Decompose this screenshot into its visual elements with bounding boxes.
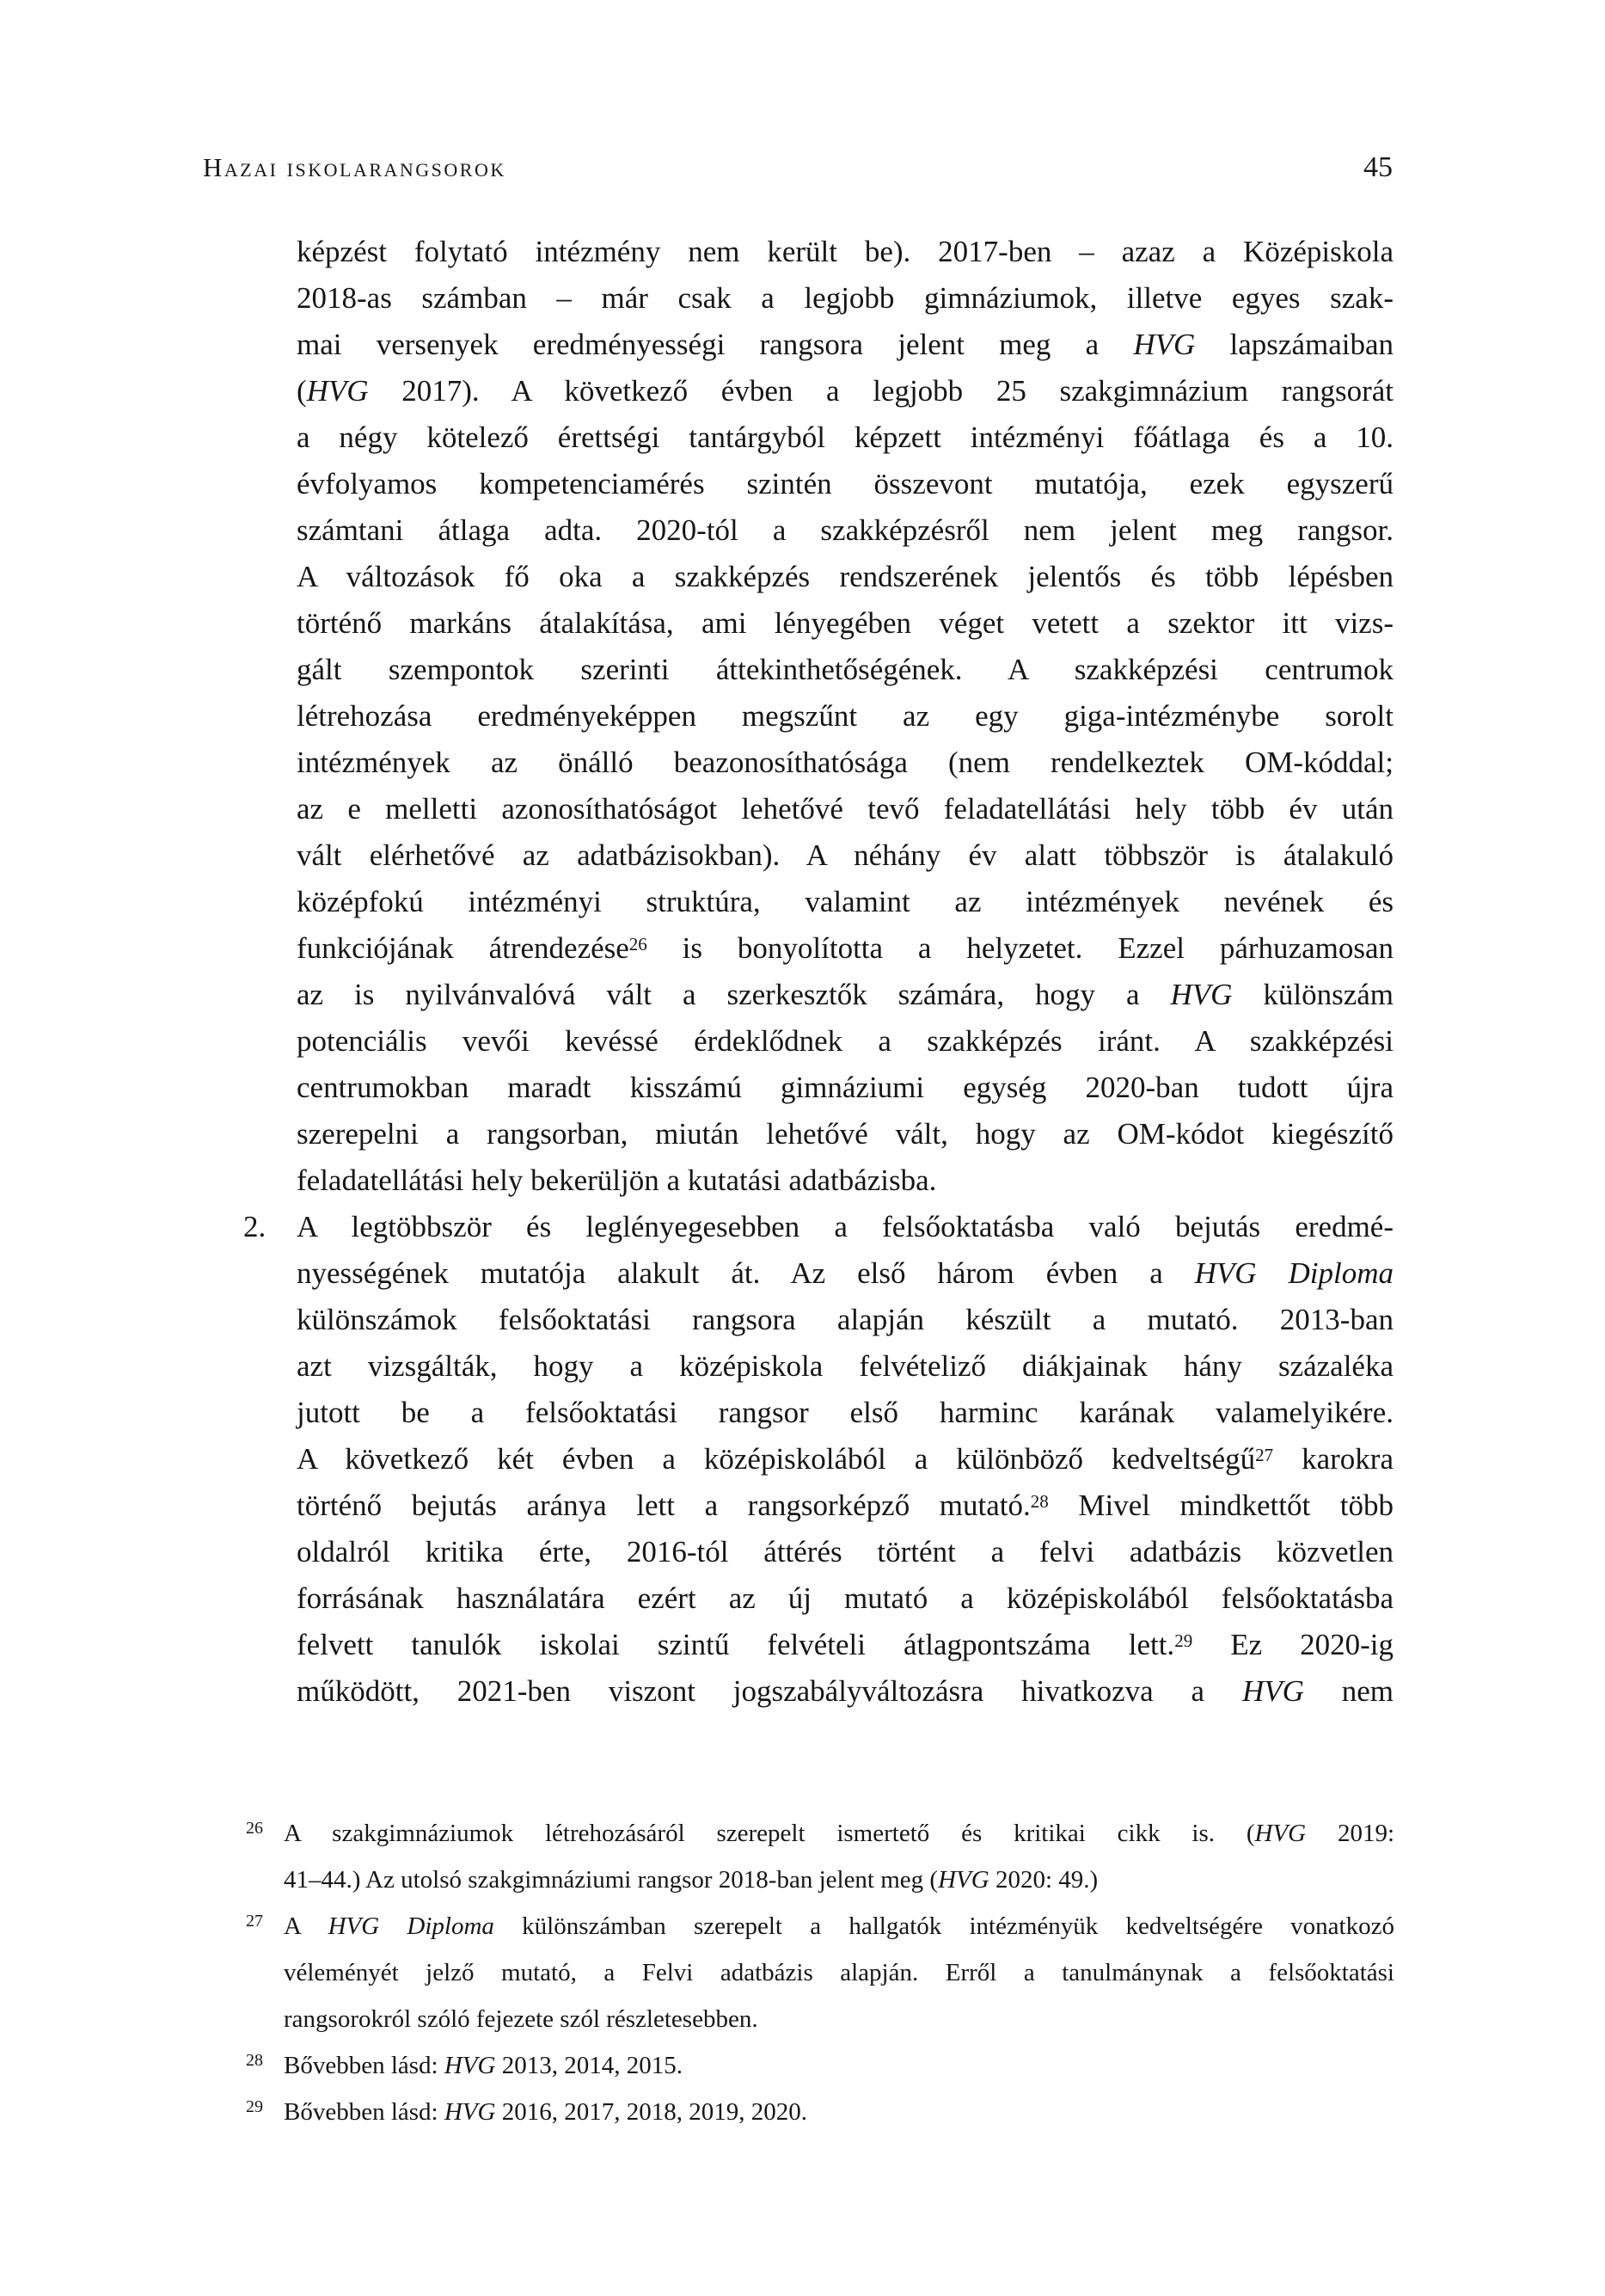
text-segment: az e melletti azonosíthatóságot lehetővé tevő feladatellátási hely több év után xyxy=(297,792,1394,826)
text-line xyxy=(297,554,1394,600)
italic-text: HVG xyxy=(1254,1820,1307,1847)
text-line xyxy=(284,1999,1394,2046)
text-segment: véleményét jelző mutató, a Felvi adatbázis alapján. Erről a tanulmánynak a felsőoktatási xyxy=(284,1959,1394,1986)
text-segment: potenciális vevői kevéssé érdeklődnek a szakképzés iránt. A szakképzési xyxy=(297,1024,1394,1058)
text-line xyxy=(284,2046,1394,2092)
footnote-number: 29 xyxy=(246,2097,263,2116)
text-line xyxy=(297,600,1394,647)
text-segment: történő markáns átalakítása, ami lényegében véget vetett a szektor itt vizs- xyxy=(297,606,1394,640)
footnote-text xyxy=(284,1814,1394,1906)
text-segment: lapszámaiban xyxy=(1195,328,1394,361)
text-line xyxy=(297,1065,1394,1111)
text-segment: számtani átlaga adta. 2020-tól a szakképzésről nem jelent meg rangsor. xyxy=(297,513,1394,547)
footnote-number: 27 xyxy=(246,1912,263,1931)
italic-text: HVG xyxy=(1170,978,1233,1011)
text-segment: rangsorokról szóló fejezete szól részletesebben. xyxy=(284,2005,758,2033)
page-number: 45 xyxy=(1363,151,1393,183)
paragraph-continuation xyxy=(297,229,1394,1204)
italic-text: HVG xyxy=(938,1866,989,1894)
body-text xyxy=(243,229,1394,1715)
text-segment: 2020: 49.) xyxy=(989,1866,1099,1894)
text-line xyxy=(297,1297,1394,1343)
text-line xyxy=(297,461,1394,507)
text-line xyxy=(297,322,1394,368)
italic-text: HVG xyxy=(444,2098,496,2126)
text-segment: nyességének mutatója alakult át. Az első három évben a xyxy=(297,1256,1195,1290)
footnote-reference: 28 xyxy=(1030,1490,1049,1512)
text-line xyxy=(297,368,1394,414)
text-segment: szerepelni a rangsorban, miután lehetővé vált, hogy az OM-kódot kiegészítő xyxy=(297,1117,1394,1151)
text-line xyxy=(297,832,1394,879)
text-segment: középfokú intézményi struktúra, valamint az intézmények nevének és xyxy=(297,885,1394,918)
text-line xyxy=(297,1018,1394,1065)
footnote-number: 28 xyxy=(246,2051,263,2070)
text-line xyxy=(284,1814,1394,1860)
text-segment: Bővebben lásd: xyxy=(284,2098,444,2126)
text-line xyxy=(297,925,1394,972)
footnotes-section xyxy=(246,1814,1394,2139)
text-line xyxy=(297,1343,1394,1390)
text-line xyxy=(297,1204,1394,1250)
text-line xyxy=(284,1860,1394,1906)
text-segment: A következő két évben a középiskolából a különböző kedveltségű xyxy=(297,1442,1256,1476)
text-segment: különszámok felsőoktatási rangsora alapján készült a mutató. 2013-ban xyxy=(297,1303,1394,1336)
text-segment: feladatellátási hely bekerüljön a kutatási adatbázisba. xyxy=(297,1163,937,1197)
text-segment: azt vizsgálták, hogy a középiskola felvételiző diákjainak hány százaléka xyxy=(297,1349,1394,1383)
text-line xyxy=(297,1157,1394,1204)
text-segment: oldalról kritika érte, 2016-tól áttérés történt a felvi adatbázis közvetlen xyxy=(297,1535,1394,1569)
footnote-28 xyxy=(246,2046,1394,2092)
text-line xyxy=(297,972,1394,1018)
text-segment: 2018-as számban – már csak a legjobb gimnáziumok, illetve egyes szak- xyxy=(297,281,1394,315)
text-segment: gált szempontok szerinti áttekinthetőségének. A szakképzési centrumok xyxy=(297,653,1394,686)
text-segment: mai versenyek eredményességi rangsora jelent meg a xyxy=(297,328,1134,361)
text-segment: centrumokban maradt kisszámú gimnáziumi egység 2020-ban tudott újra xyxy=(297,1071,1394,1104)
footnote-27 xyxy=(246,1906,1394,2046)
text-line xyxy=(297,1575,1394,1622)
text-segment: Bővebben lásd: xyxy=(284,2052,444,2079)
footnote-text xyxy=(284,2046,1394,2092)
list-item-text xyxy=(297,1204,1394,1715)
text-line xyxy=(284,2092,1394,2139)
text-line xyxy=(297,1483,1394,1529)
italic-text: HVG xyxy=(1241,1674,1304,1708)
text-segment: A xyxy=(284,1912,328,1940)
text-segment: a négy kötelező érettségi tantárgyból képzett intézményi főátlaga és a 10. xyxy=(297,421,1394,454)
text-line xyxy=(297,647,1394,693)
text-segment: képzést folytató intézmény nem került be). 2017-ben – azaz a Középiskola xyxy=(297,235,1394,268)
text-segment: működött, 2021-ben viszont jogszabályváltozásra hivatkozva a xyxy=(297,1674,1242,1708)
text-segment: forrásának használatára ezért az új mutató a középiskolából felsőoktatásba xyxy=(297,1581,1394,1615)
text-line xyxy=(297,414,1394,461)
text-line xyxy=(297,1390,1394,1436)
text-segment: Mivel mindkettőt több xyxy=(1048,1489,1394,1522)
text-line xyxy=(297,1436,1394,1483)
text-line xyxy=(297,693,1394,740)
italic-text: HVG xyxy=(444,2052,496,2079)
footnote-reference: 29 xyxy=(1174,1630,1193,1651)
text-line xyxy=(284,1953,1394,1999)
footnote-number: 26 xyxy=(246,1819,263,1838)
footnote-text xyxy=(284,2092,1394,2139)
text-segment: 2016, 2017, 2018, 2019, 2020. xyxy=(495,2098,807,2126)
footnote-reference: 27 xyxy=(1255,1444,1274,1465)
text-segment: 2013, 2014, 2015. xyxy=(495,2052,683,2079)
text-segment: ( xyxy=(297,374,307,408)
text-segment: nem xyxy=(1303,1674,1394,1708)
numbered-list-item-2 xyxy=(243,1204,1394,1715)
text-segment: 41–44.) Az utolsó szakgimnáziumi rangsor 2018-ban jelent meg ( xyxy=(284,1866,939,1894)
italic-text: HVG xyxy=(306,374,369,408)
text-segment: jutott be a felsőoktatási rangsor első harminc karának valamelyikére. xyxy=(297,1396,1394,1429)
text-segment: 2017). A következő évben a legjobb 25 szakgimnázium rangsorát xyxy=(368,374,1394,408)
text-segment: karokra xyxy=(1273,1442,1394,1476)
text-segment: Ez 2020-ig xyxy=(1192,1628,1394,1661)
italic-text: HVG Diploma xyxy=(1194,1256,1394,1290)
text-segment: az is nyilvánvalóvá vált a szerkesztők számára, hogy a xyxy=(297,978,1171,1011)
running-header xyxy=(203,151,1393,184)
text-line xyxy=(284,1906,1394,1953)
text-segment: intézmények az önálló beazonosíthatósága (nem rendelkeztek OM-kóddal; xyxy=(297,746,1394,779)
footnote-26 xyxy=(246,1814,1394,1906)
text-line xyxy=(297,1622,1394,1668)
text-segment: történő bejutás aránya lett a rangsorképző mutató. xyxy=(297,1489,1031,1522)
text-segment: különszámban szerepelt a hallgatók intézményük kedveltségére vonatkozó xyxy=(493,1912,1394,1940)
text-line xyxy=(297,1111,1394,1157)
text-line xyxy=(297,879,1394,925)
text-line xyxy=(297,229,1394,275)
footnote-29 xyxy=(246,2092,1394,2139)
text-line xyxy=(297,507,1394,554)
italic-text: HVG xyxy=(1133,328,1196,361)
text-line xyxy=(297,275,1394,322)
text-segment: évfolyamos kompetenciamérés szintén összevont mutatója, ezek egyszerű xyxy=(297,467,1394,500)
list-item-marker: 2. xyxy=(243,1210,266,1243)
text-line xyxy=(297,1529,1394,1575)
text-line xyxy=(297,786,1394,832)
text-segment: felvett tanulók iskolai szintű felvételi átlagpontszáma lett. xyxy=(297,1628,1175,1661)
footnote-text xyxy=(284,1906,1394,2046)
text-segment: vált elérhetővé az adatbázisokban). A néhány év alatt többször is átalakuló xyxy=(297,838,1394,872)
text-segment: A szakgimnáziumok létrehozásáról szerepelt ismertető és kritikai cikk is. ( xyxy=(284,1820,1255,1847)
running-header-title: Hazai iskolarangsorok xyxy=(203,152,506,182)
text-line xyxy=(297,1668,1394,1715)
text-segment: létrehozása eredményeképpen megszűnt az egy giga-intézménybe sorolt xyxy=(297,699,1394,733)
text-line xyxy=(297,740,1394,786)
footnote-reference: 26 xyxy=(628,933,647,955)
text-segment: funkciójának átrendezése xyxy=(297,931,629,965)
text-line xyxy=(297,1250,1394,1297)
text-segment: 2019: xyxy=(1306,1820,1394,1847)
text-segment: A legtöbbször és leglényegesebben a felsőoktatásba való bejutás eredmé- xyxy=(297,1210,1394,1243)
text-segment: A változások fő oka a szakképzés rendszerének jelentős és több lépésben xyxy=(297,560,1394,593)
text-segment: is bonyolította a helyzetet. Ezzel párhuzamosan xyxy=(646,931,1394,965)
italic-text: HVG Diploma xyxy=(328,1912,494,1940)
text-segment: különszám xyxy=(1232,978,1394,1011)
